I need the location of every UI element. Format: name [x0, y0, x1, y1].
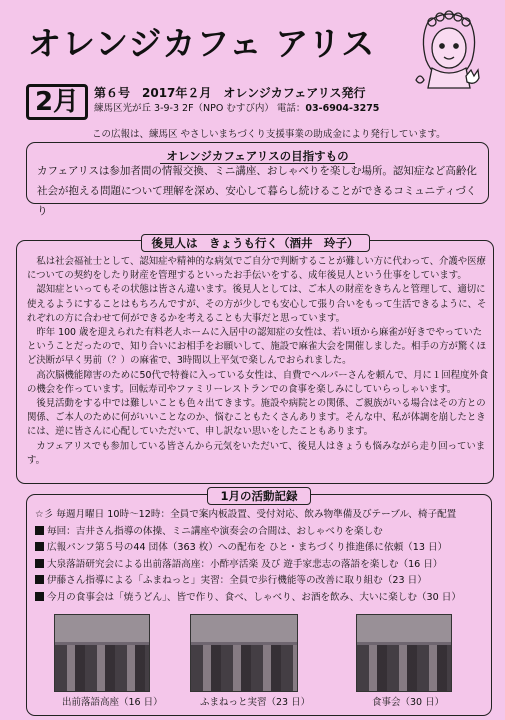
photo-caption: 食事会（30 日） — [372, 697, 445, 708]
square-bullet-icon — [35, 526, 44, 535]
activity-text: 伊藤さん指導による「ふまねっと」実習：全員で歩行機能等の改善に取り組む（23 日） — [47, 575, 427, 586]
article-paragraph: 認知症といってもその状態は皆さん違います。後見人としては、ご本人の財産をきちんと管理して、適切に使えるようにすることはもちろんですが、その方が少しでも安心して張り合いをもって生活できるように、それぞれの方に合わせて何ができるかを考えることも大事だと思っています。 — [27, 284, 487, 324]
star-mark: ☆彡 — [35, 509, 54, 520]
address: 練馬区光が丘 3-9-3 2F（NPO むすび内） — [94, 103, 274, 114]
square-bullet-icon — [35, 575, 44, 584]
photo-caption: ふまねっと実習（23 日） — [200, 697, 311, 708]
activity-list — [35, 507, 487, 606]
article-paragraph: 高次脳機能障害のために50代で特養に入っている女性は、自費でヘルパーさんを頼んで、月に１回程度外食の機会を作っています。回転寿司やファミリーレストランでの食事を楽しみにしていらっしゃいます。 — [27, 369, 489, 395]
article-body — [27, 255, 489, 468]
activity-title: 1月の活動記録 — [207, 487, 310, 505]
girl-with-cat-illustration-icon — [410, 8, 488, 100]
list-item — [35, 540, 487, 557]
activity-text: 広報パンフ第５号の44 団体（363 枚）への配布を ひと・まちづくり推進係に依頼（13 日） — [47, 542, 448, 553]
list-item — [35, 590, 487, 607]
article-paragraph: カフェアリスでも参加している皆さんから元気をいただいて、後見人はきょうも悩みながら走り回っています。 — [27, 440, 486, 466]
phone-label: 電話： — [276, 103, 306, 114]
purpose-box — [26, 142, 489, 217]
article-title: 後見人は きょうも行く（酒井 玲子） — [141, 234, 370, 252]
list-item — [35, 557, 487, 574]
subsidy-note: この広報は、練馬区 やさしいまちづくり支援事業の助成金により発行しています。 — [92, 129, 446, 140]
purpose-body: カフェアリスは参加者間の情報交換、ミニ講座、おしゃべりを楽しむ場所。認知症など高齢化社会が抱える問題について理解を深め、安心して暮らし続けることができるコミュニティづくり — [37, 165, 477, 217]
activity-text: 毎週月曜日 10時～12時：全員で案内板設置、受付対応、飲み物準備及びテーブル、椅子配置 — [56, 509, 457, 520]
list-item — [35, 507, 487, 524]
activity-text: 大泉落語研究会による出前落語高座：小酢亭活楽 及び 遊手家悲志の落語を楽しむ（16 日） — [47, 558, 443, 570]
square-bullet-icon — [35, 559, 44, 568]
activity-title-wrap — [27, 485, 491, 504]
month-badge: 2月 — [26, 84, 88, 120]
photo-meal — [356, 614, 452, 692]
activity-text: 毎回：吉井さん指導の体操、ミニ講座や演奏会の合間は、おしゃべりを楽しむ — [47, 525, 383, 537]
activity-text: 今月の食事会は「焼うどん」、皆で作り、食べ、しゃべり、お酒を飲み、大いに楽しむ（30 日） — [47, 591, 461, 603]
list-item — [35, 524, 487, 541]
purpose-heading: オレンジカフェアリスの目指すもの — [160, 149, 354, 164]
article-title-wrap — [17, 232, 493, 251]
photo-rakugo — [54, 614, 150, 692]
article-paragraph: 昨年 100 歳を迎えられた有料老人ホームに入居中の認知症の女性は、若い頃から麻雀が好きでやっていたということだったので、知り合いにお相手をお願いして、施設で麻雀大会を開催しました。相手の方が驚くほど決断が早く男前（？）の麻雀で、3時間以上平気で楽しんでおられました。 — [27, 327, 487, 367]
list-item — [35, 573, 487, 590]
square-bullet-icon — [35, 542, 44, 551]
address-line — [94, 100, 379, 114]
photo-fumanet — [190, 614, 298, 692]
square-bullet-icon — [35, 592, 44, 601]
phone-number: 03-6904-3275 — [305, 103, 380, 114]
article-paragraph: 私は社会福祉士として、認知症や精神的な病気でご自分で判断することが難しい方に代わって、介護や医療についての契約をしたり財産を管理するといったお手伝いをする、成年後見人という仕事をしています。 — [27, 256, 486, 282]
issue-line: 第６号 2017年２月 オレンジカフェアリス発行 — [94, 86, 366, 100]
article-paragraph: 後見活動をする中では難しいことも色々出てきます。施設や病院との関係、ご親族がいる場合はその方との関係、ご本人のために何がいいことなのか、悩むこともたくさんあります。そんな中、私が体調を崩したときには、逆に皆さんに心配していただいて、申し訳ない思いをしたこともあります。 — [27, 398, 486, 438]
masthead-title: オレンジカフェ アリス — [28, 24, 376, 63]
photo-caption: 出前落語高座（16 日） — [62, 697, 163, 708]
article-box — [16, 236, 494, 484]
